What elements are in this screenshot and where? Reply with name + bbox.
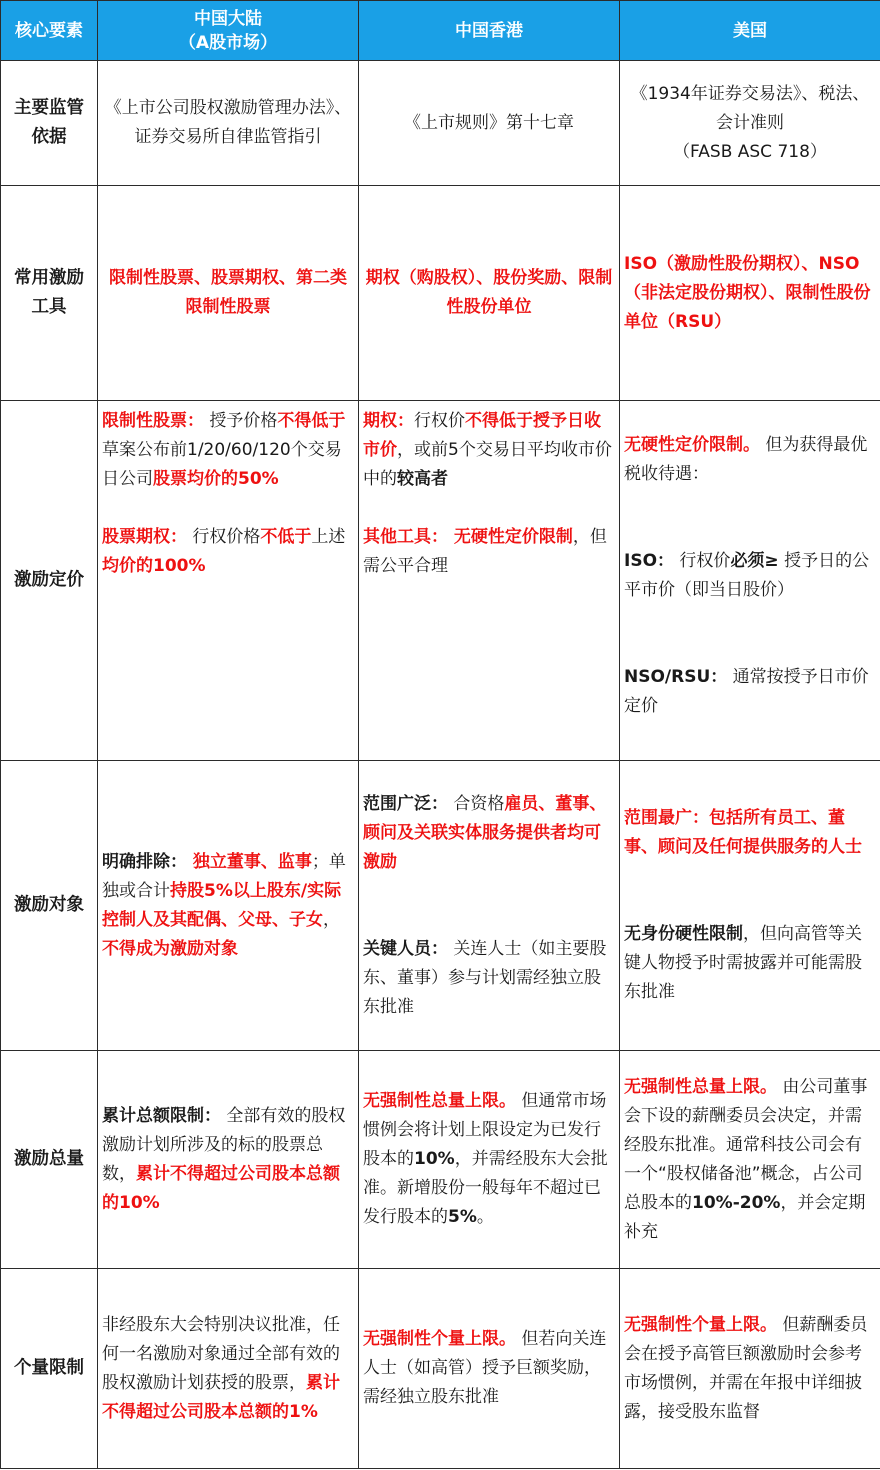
row-pricing — [1, 401, 880, 761]
text-highlight: 限制性股票： — [102, 411, 204, 431]
text-highlight: 股票期权： — [102, 527, 187, 547]
text-bold: 10% — [414, 1149, 455, 1169]
row-label-line: 工具 — [31, 297, 67, 317]
header-mainland-line2: （A股市场） — [178, 32, 278, 53]
text: ；单独或合计 — [102, 851, 346, 901]
row-label-total: 激励总量 — [1, 1051, 98, 1269]
text-bold: 关键人员： — [363, 938, 448, 959]
cell-pricing-us — [620, 401, 880, 761]
cell-tools-mainland: 限制性股票、股票期权、第二类限制性股票 — [98, 186, 359, 401]
text: 行权价格 — [187, 527, 261, 547]
text: ，或前5个交易日平均收市价中的 — [363, 440, 612, 489]
row-targets — [1, 761, 880, 1051]
text: 但通常市场惯例会将计划上限设定为已发行股本的 — [363, 1091, 607, 1169]
cell-targets-hk — [359, 761, 620, 1051]
cell-individual-hk — [359, 1269, 620, 1469]
text-highlight: 独立董事、监事 — [187, 851, 312, 872]
text: 授予价格 — [204, 411, 278, 431]
text-highlight: 无强制性个量上限。 — [624, 1314, 777, 1335]
text-highlight: 其他工具： — [363, 527, 448, 547]
cell-regulation-mainland: 《上市公司股权激励管理办法》、证券交易所自律监管指引 — [98, 61, 359, 186]
text-highlight: 均价的100% — [102, 556, 206, 576]
row-regulation — [1, 61, 880, 186]
row-total — [1, 1051, 880, 1269]
paragraph — [624, 804, 876, 862]
text: 但为获得最优税收待遇： — [624, 435, 868, 484]
paragraph — [102, 848, 354, 964]
text-highlight: 不低于 — [260, 527, 312, 547]
cell-targets-us — [620, 761, 880, 1051]
text: 行权价 — [674, 551, 731, 571]
header-core-element: 核心要素 — [1, 1, 98, 61]
text: 上述 — [311, 527, 346, 547]
paragraph — [624, 663, 876, 721]
paragraph — [624, 1073, 876, 1247]
cell-regulation-hk: 《上市规则》第十七章 — [359, 61, 620, 186]
cell-text: （FASB ASC 718） — [673, 141, 827, 162]
row-tools — [1, 186, 880, 401]
text-highlight: 持股5%以上股东/实际控制人及其配偶、父母、子女 — [102, 880, 342, 930]
cell-tools-us: ISO（激励性股份期权）、NSO（非法定股份期权）、限制性股份单位（RSU） — [620, 186, 880, 401]
text: ，但向高管等关键人物授予时需披露并可能需股东批准 — [624, 924, 862, 1002]
text: ，但需公平合理 — [363, 527, 607, 576]
cell-targets-mainland — [98, 761, 359, 1051]
row-label-line: 主要监管 — [14, 98, 84, 118]
text-bold: ISO： — [624, 551, 675, 571]
text-highlight: 期权： — [363, 411, 414, 431]
row-label-individual: 个量限制 — [1, 1269, 98, 1469]
text: 全部有效的股权激励计划所涉及的标的股票总数， — [102, 1105, 346, 1184]
text: 草案公布前1/20/60/120个交易日公司 — [102, 440, 342, 489]
paragraph — [102, 407, 354, 494]
text-highlight: 累计不得超过公司股本总额的10% — [102, 1163, 340, 1213]
header-hongkong: 中国香港 — [359, 1, 620, 61]
cell-total-mainland — [98, 1051, 359, 1269]
cell-total-us — [620, 1051, 880, 1269]
text: 合资格 — [448, 793, 505, 814]
text-highlight: 不得成为激励对象 — [102, 938, 238, 959]
text-bold: 无身份硬性限制 — [624, 924, 743, 944]
text-highlight: 无硬性定价限制 — [448, 527, 573, 547]
header-us: 美国 — [620, 1, 880, 61]
text: 关连人士（如主要股东、董事）参与计划需经独立股东批准 — [363, 938, 607, 1017]
paragraph — [363, 523, 615, 581]
text-highlight: 无强制性总量上限。 — [363, 1091, 516, 1111]
text: ，并会定期补充 — [624, 1192, 866, 1242]
paragraph — [363, 1087, 615, 1232]
paragraph — [624, 547, 876, 605]
row-label-line: 常用激励 — [14, 268, 84, 288]
text: 通常按授予日市价定价 — [624, 667, 869, 716]
text-highlight: 无强制性个量上限。 — [363, 1329, 516, 1349]
text-bold: 较高者 — [397, 469, 448, 489]
paragraph — [102, 1102, 354, 1218]
paragraph — [624, 920, 876, 1007]
row-label-pricing: 激励定价 — [1, 401, 98, 761]
cell-text: 《1934年证券交易法》、税法、会计准则 — [630, 83, 870, 133]
text: ，并需经股东大会批准。新增股份一般每年不超过已发行股本的 — [363, 1149, 608, 1227]
paragraph — [624, 1311, 876, 1427]
row-label-line: 依据 — [31, 127, 67, 147]
text-highlight: 无硬性定价限制。 — [624, 435, 760, 455]
paragraph — [363, 407, 615, 494]
paragraph — [363, 1325, 615, 1412]
text: 授予日的公平市价（即当日股价） — [624, 551, 870, 600]
row-label-targets: 激励对象 — [1, 761, 98, 1051]
cell-pricing-mainland — [98, 401, 359, 761]
text: 由公司董事会下设的薪酬委员会决定，并需经股东批准。通常科技公司会有一个“股权储备池”概念，占公司总股本的 — [624, 1076, 868, 1213]
text-highlight: 雇员、董事、顾问及关联实体服务提供者均可激励 — [363, 793, 607, 872]
cell-pricing-hk — [359, 401, 620, 761]
cell-individual-mainland — [98, 1269, 359, 1469]
text-highlight: 范围最广：包括所有员工、董事、顾问及任何提供服务的人士 — [624, 808, 862, 857]
text-bold: 范围广泛： — [363, 793, 448, 814]
text: ， — [323, 909, 340, 930]
row-label-tools — [1, 186, 98, 401]
header-row — [1, 1, 880, 61]
paragraph — [363, 790, 615, 877]
text-bold: 10%-20% — [692, 1192, 781, 1213]
paragraph — [624, 431, 876, 489]
text: 但薪酬委员会在授予高管巨额激励时会参考市场惯例，并需在年报中详细披露，接受股东监督 — [624, 1314, 868, 1422]
text-bold: 5% — [448, 1207, 477, 1227]
cell-regulation-us — [620, 61, 880, 186]
text-highlight: 无强制性总量上限。 — [624, 1076, 777, 1097]
paragraph — [102, 523, 354, 581]
paragraph — [363, 935, 615, 1022]
text-bold: 必须≥ — [730, 551, 779, 571]
text-highlight: 股票均价的50% — [153, 469, 279, 489]
text: 行权价 — [414, 411, 465, 431]
text-bold: 明确排除： — [102, 851, 187, 872]
text-bold: 累计总额限制： — [102, 1105, 221, 1126]
paragraph — [102, 1311, 354, 1427]
text-highlight: 不得低于授予日收市价 — [363, 411, 601, 460]
text-highlight: 累计不得超过公司股本总额的1% — [102, 1372, 340, 1422]
text: 但若向关连人士（如高管）授予巨额奖励，需经独立股东批准 — [363, 1329, 607, 1407]
header-mainland — [98, 1, 359, 61]
text-highlight: 不得低于 — [277, 411, 346, 431]
row-label-regulation — [1, 61, 98, 186]
cell-tools-hk: 期权（购股权）、股份奖励、限制性股份单位 — [359, 186, 620, 401]
text-bold: NSO/RSU： — [624, 667, 728, 687]
cell-total-hk — [359, 1051, 620, 1269]
row-individual — [1, 1269, 880, 1469]
cell-individual-us — [620, 1269, 880, 1469]
text: 非经股东大会特别决议批准，任何一名激励对象通过全部有效的股权激励计划获授的股票， — [102, 1314, 340, 1393]
text: 。 — [476, 1207, 494, 1227]
header-mainland-line1: 中国大陆 — [194, 8, 262, 29]
